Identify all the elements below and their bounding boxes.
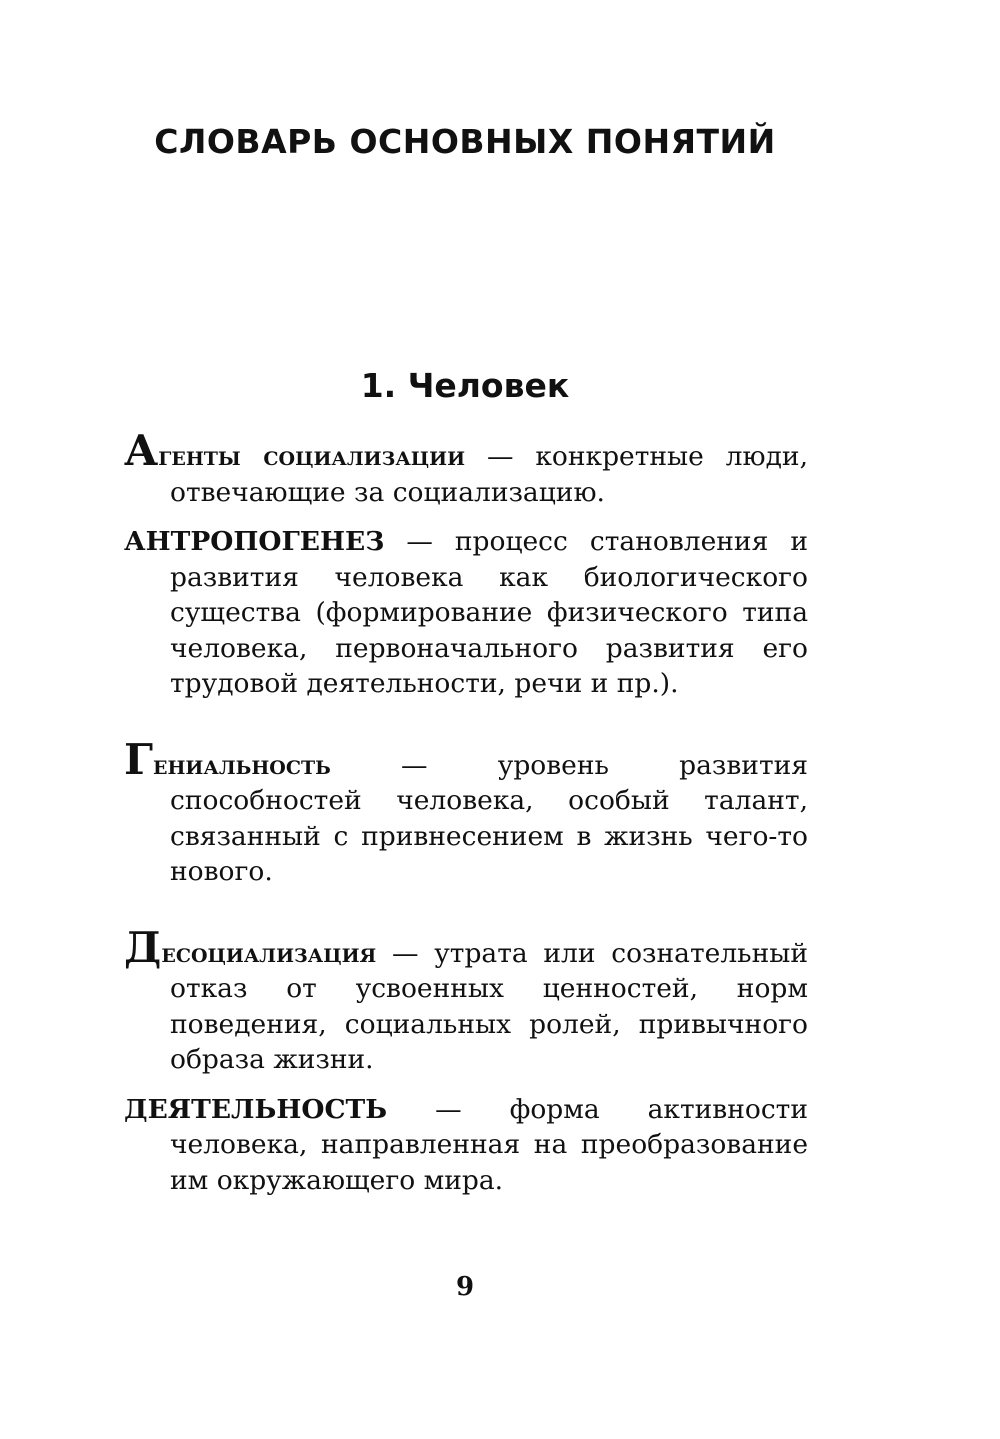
glossary-term: ДЕЯТЕЛЬНОСТЬ	[124, 1093, 388, 1125]
term-rest: есоциализация	[161, 937, 377, 969]
glossary-definition: — процесс становления и развития человека как биологического существа (формирование физического типа человека, первоначального развития его трудовой деятельности, речи и пр.).	[170, 526, 808, 699]
term-initial: А	[124, 426, 159, 475]
glossary-term: АНТРОПОГЕНЕЗ	[124, 526, 385, 557]
glossary-definition: — утрата или сознательный отказ от усвоенных ценностей, норм поведения, социальных ролей, привычного образа жизни.	[170, 937, 808, 1075]
glossary-entry	[124, 1092, 808, 1199]
glossary-entry	[124, 922, 808, 1078]
glossary-definition: — форма активности человека, направленная на преобразование им окружающего мира.	[170, 1093, 808, 1196]
glossary-term	[124, 426, 466, 475]
glossary-definition: — конкретные люди, отвечающие за социализацию.	[170, 441, 808, 508]
term-rest: генты социализации	[158, 441, 466, 472]
term-initial: Г	[124, 734, 153, 784]
section-title: 1. Человек	[360, 366, 570, 405]
term-rest: ениальность	[153, 749, 331, 781]
page-title: СЛОВАРЬ ОСНОВНЫХ ПОНЯТИЙ	[154, 122, 776, 161]
glossary-entry	[124, 524, 808, 702]
glossary-entry	[124, 426, 808, 510]
glossary-term	[124, 734, 331, 784]
glossary-definition: — уровень развития способностей человека, особый талант, связанный с привнесением в жизнь чего-то нового.	[170, 749, 808, 887]
glossary-entry	[124, 734, 808, 890]
term-initial: Д	[124, 922, 162, 972]
glossary-term	[124, 922, 377, 972]
glossary-list	[124, 426, 808, 1198]
page-number: 9	[455, 1272, 475, 1302]
